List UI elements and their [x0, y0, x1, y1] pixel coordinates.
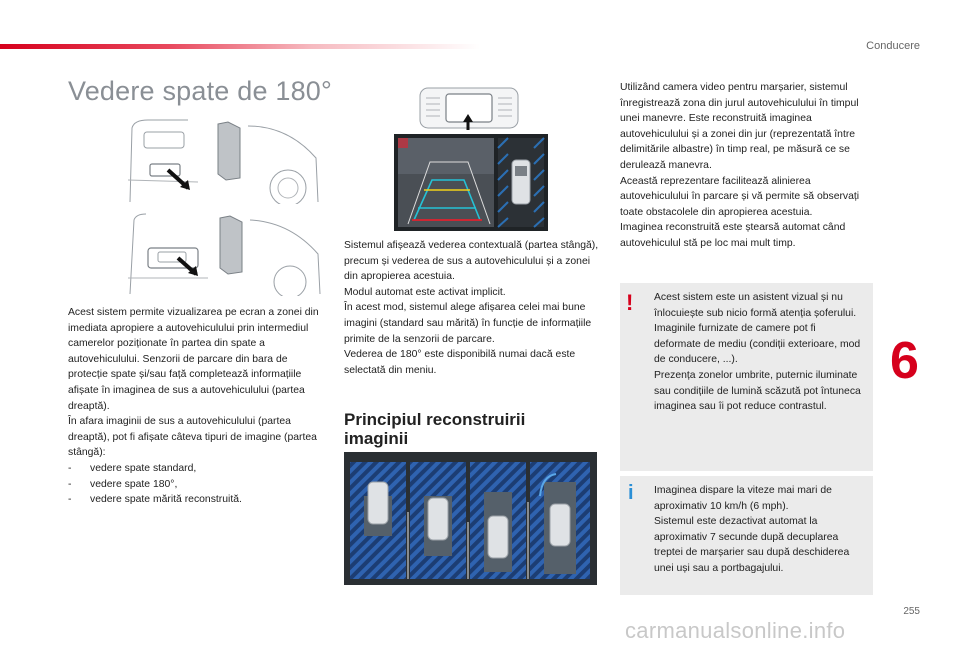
section-subtitle: Principiul reconstruirii imaginii — [344, 410, 526, 448]
page-title: Vedere spate de 180° — [68, 76, 333, 106]
dashboard-screen-illustration — [418, 86, 520, 130]
camera-paragraph: Imaginea reconstruită este ștearsă automat când autovehiculul stă pe loc mai mult timp. — [620, 222, 846, 249]
list-dash: - — [68, 494, 72, 506]
watermark: carmanualsonline.info — [625, 618, 846, 643]
camera-description — [620, 80, 878, 252]
info-paragraph: Sistemul este dezactivat automat la aproximativ 7 secunde după decuplarea treptei de marșarier sau după deschiderea unei uși sau a portbagajului. — [654, 516, 850, 574]
section-label: Conducere — [866, 40, 920, 52]
list-dash: - — [68, 462, 72, 474]
chapter-number: 6 — [890, 332, 919, 390]
page-number: 255 — [903, 606, 920, 617]
camera-paragraph: Utilizând camera video pentru marșarier, sistemul înregistrează zona din jurul autovehiculului în timpul unei manevre. Este reconstruită imaginea autovehiculului și a zonei din jur (reprezentată între delimitările albastre) în timp real, pe măsură ce se derulează manevra. — [620, 82, 859, 171]
display-paragraph: Sistemul afișează vederea contextuală (partea stângă), precum și vederea de sus a autovehiculului și a zonei din apropierea acestuia. — [344, 240, 599, 283]
list-item — [68, 492, 326, 508]
info-icon: i — [628, 482, 634, 504]
list-item-text: vedere spate mărită reconstruită. — [90, 494, 242, 506]
display-paragraph: În acest mod, sistemul alege afișarea celei mai bune imagini (standard sau mărită) în funcție de informațiile primite de la senzorii de parcare. — [344, 302, 592, 345]
vehicle-rear-illustration-top — [128, 118, 323, 204]
list-dash: - — [68, 478, 72, 490]
warning-icon: ! — [626, 290, 634, 315]
display-description — [344, 238, 602, 378]
info-notice — [620, 476, 873, 595]
camera-display-image — [394, 134, 548, 231]
vehicle-rear-illustration-bottom — [128, 212, 323, 296]
info-paragraph: Imaginea dispare la viteze mai mari de aproximativ 10 km/h (6 mph). — [654, 485, 832, 512]
warning-notice — [620, 283, 873, 471]
intro-text — [68, 305, 326, 508]
display-paragraph: Vederea de 180° este disponibilă numai dacă este selectată din meniu. — [344, 349, 576, 376]
list-item-text: vedere spate standard, — [90, 462, 197, 474]
warning-paragraph: Imaginile furnizate de camere pot fi deformate de mediu (condiții exterioare, mod de conducere, ...). — [654, 323, 861, 366]
intro-paragraph: Acest sistem permite vizualizarea pe ecran a zonei din imediata apropiere a autovehiculului prin intermediul camerelor poziționate în partea din spate a autovehiculului. Senzorii de parcare din bara de protecție spate și/sau față completează informațiile afișate în imaginea de sus a autovehiculului (partea dreaptă). — [68, 307, 319, 412]
warning-paragraph: Prezența zonelor umbrite, puternic iluminate sau condițiile de lumină scăzută pot întuneca imaginea sau îi pot reduce contrastul. — [654, 369, 861, 413]
header-accent-bar — [0, 44, 480, 49]
reconstruction-sequence-image — [344, 452, 597, 585]
display-paragraph: Modul automat este activat implicit. — [344, 286, 506, 298]
intro-paragraph: În afara imaginii de sus a autovehiculului (partea dreaptă), pot fi afișate câteva tipuri de imagine (partea stângă): — [68, 416, 317, 459]
warning-paragraph: Acest sistem este un asistent vizual și nu înlocuiește sub nicio formă atenția șoferului. — [654, 292, 857, 319]
list-item — [68, 461, 326, 477]
list-item-text: vedere spate 180°, — [90, 478, 178, 490]
camera-paragraph: Această reprezentare facilitează alinierea autovehiculului în parcare și vă permite să observați toate obstacolele din apropierea acestuia. — [620, 175, 860, 218]
list-item — [68, 477, 326, 493]
